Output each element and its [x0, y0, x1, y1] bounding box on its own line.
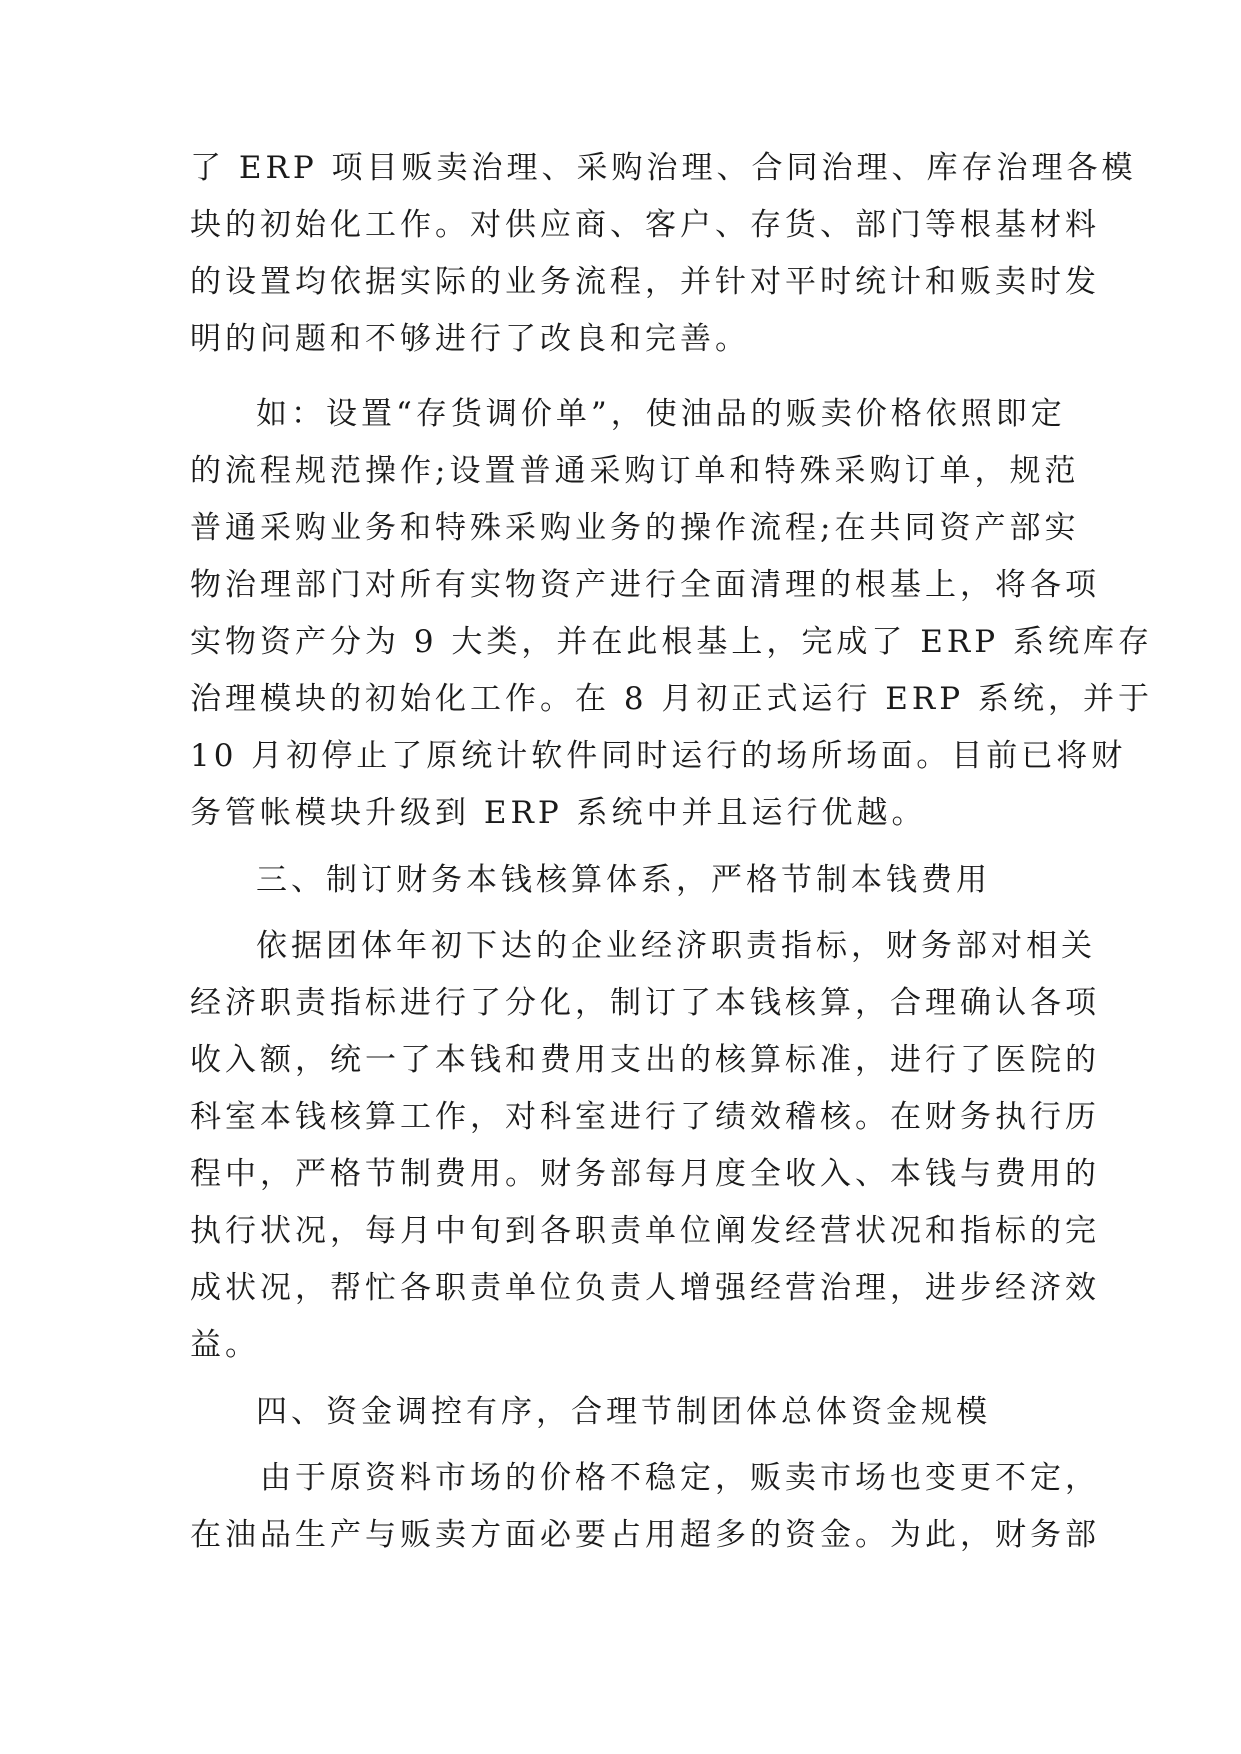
- text-line: 在油品生产与贩卖方面必要占用超多的资金。为此，财务部: [190, 1517, 1100, 1553]
- text-line: 物治理部门对所有实物资产进行全面清理的根基上，将各项: [190, 567, 1100, 603]
- text-line: 10 月初停止了原统计软件同时运行的场所场面。目前已将财: [190, 738, 1127, 774]
- text-line: 务管帐模块升级到 ERP 系统中并且运行优越。: [190, 795, 927, 831]
- text-line: 实物资产分为 9 大类，并在此根基上，完成了 ERP 系统库存: [190, 624, 1153, 660]
- text-line: 经济职责指标进行了分化，制订了本钱核算，合理确认各项: [190, 985, 1100, 1021]
- text-line: 的流程规范操作;设置普通采购订单和特殊采购订单，规范: [190, 453, 1080, 489]
- text-line: 程中，严格节制费用。财务部每月度全收入、本钱与费用的: [190, 1156, 1100, 1192]
- text-line: 成状况，帮忙各职责单位负责人增强经营治理，进步经济效: [190, 1270, 1100, 1306]
- text-line: 块的初始化工作。对供应商、客户、存货、部门等根基材料: [190, 207, 1100, 243]
- text-line: 的设置均依据实际的业务流程，并针对平时统计和贩卖时发: [190, 264, 1100, 300]
- section-heading: 三、制订财务本钱核算体系，严格节制本钱费用: [256, 862, 991, 898]
- text-line: 普通采购业务和特殊采购业务的操作流程;在共同资产部实: [190, 510, 1080, 546]
- text-line: 治理模块的初始化工作。在 8 月初正式运行 ERP 系统，并于: [190, 681, 1153, 717]
- paragraph-first-line: 依据团体年初下达的企业经济职责指标，财务部对相关: [256, 928, 1096, 964]
- paragraph-first-line: 由于原资料市场的价格不稳定，贩卖市场也变更不定，: [260, 1460, 1100, 1496]
- text-line: 执行状况，每月中旬到各职责单位阐发经营状况和指标的完: [190, 1213, 1100, 1249]
- text-line: 科室本钱核算工作，对科室进行了绩效稽核。在财务执行历: [190, 1099, 1100, 1135]
- section-heading: 四、资金调控有序，合理节制团体总体资金规模: [256, 1394, 991, 1430]
- text-line: 益。: [190, 1327, 260, 1363]
- text-line: 了 ERP 项目贩卖治理、采购治理、合同治理、库存治理各模: [190, 150, 1137, 186]
- paragraph-first-line: 如：设置“存货调价单”，使油品的贩卖价格依照即定: [256, 396, 1066, 432]
- text-line: 收入额，统一了本钱和费用支出的核算标准，进行了医院的: [190, 1042, 1100, 1078]
- text-line: 明的问题和不够进行了改良和完善。: [190, 321, 750, 357]
